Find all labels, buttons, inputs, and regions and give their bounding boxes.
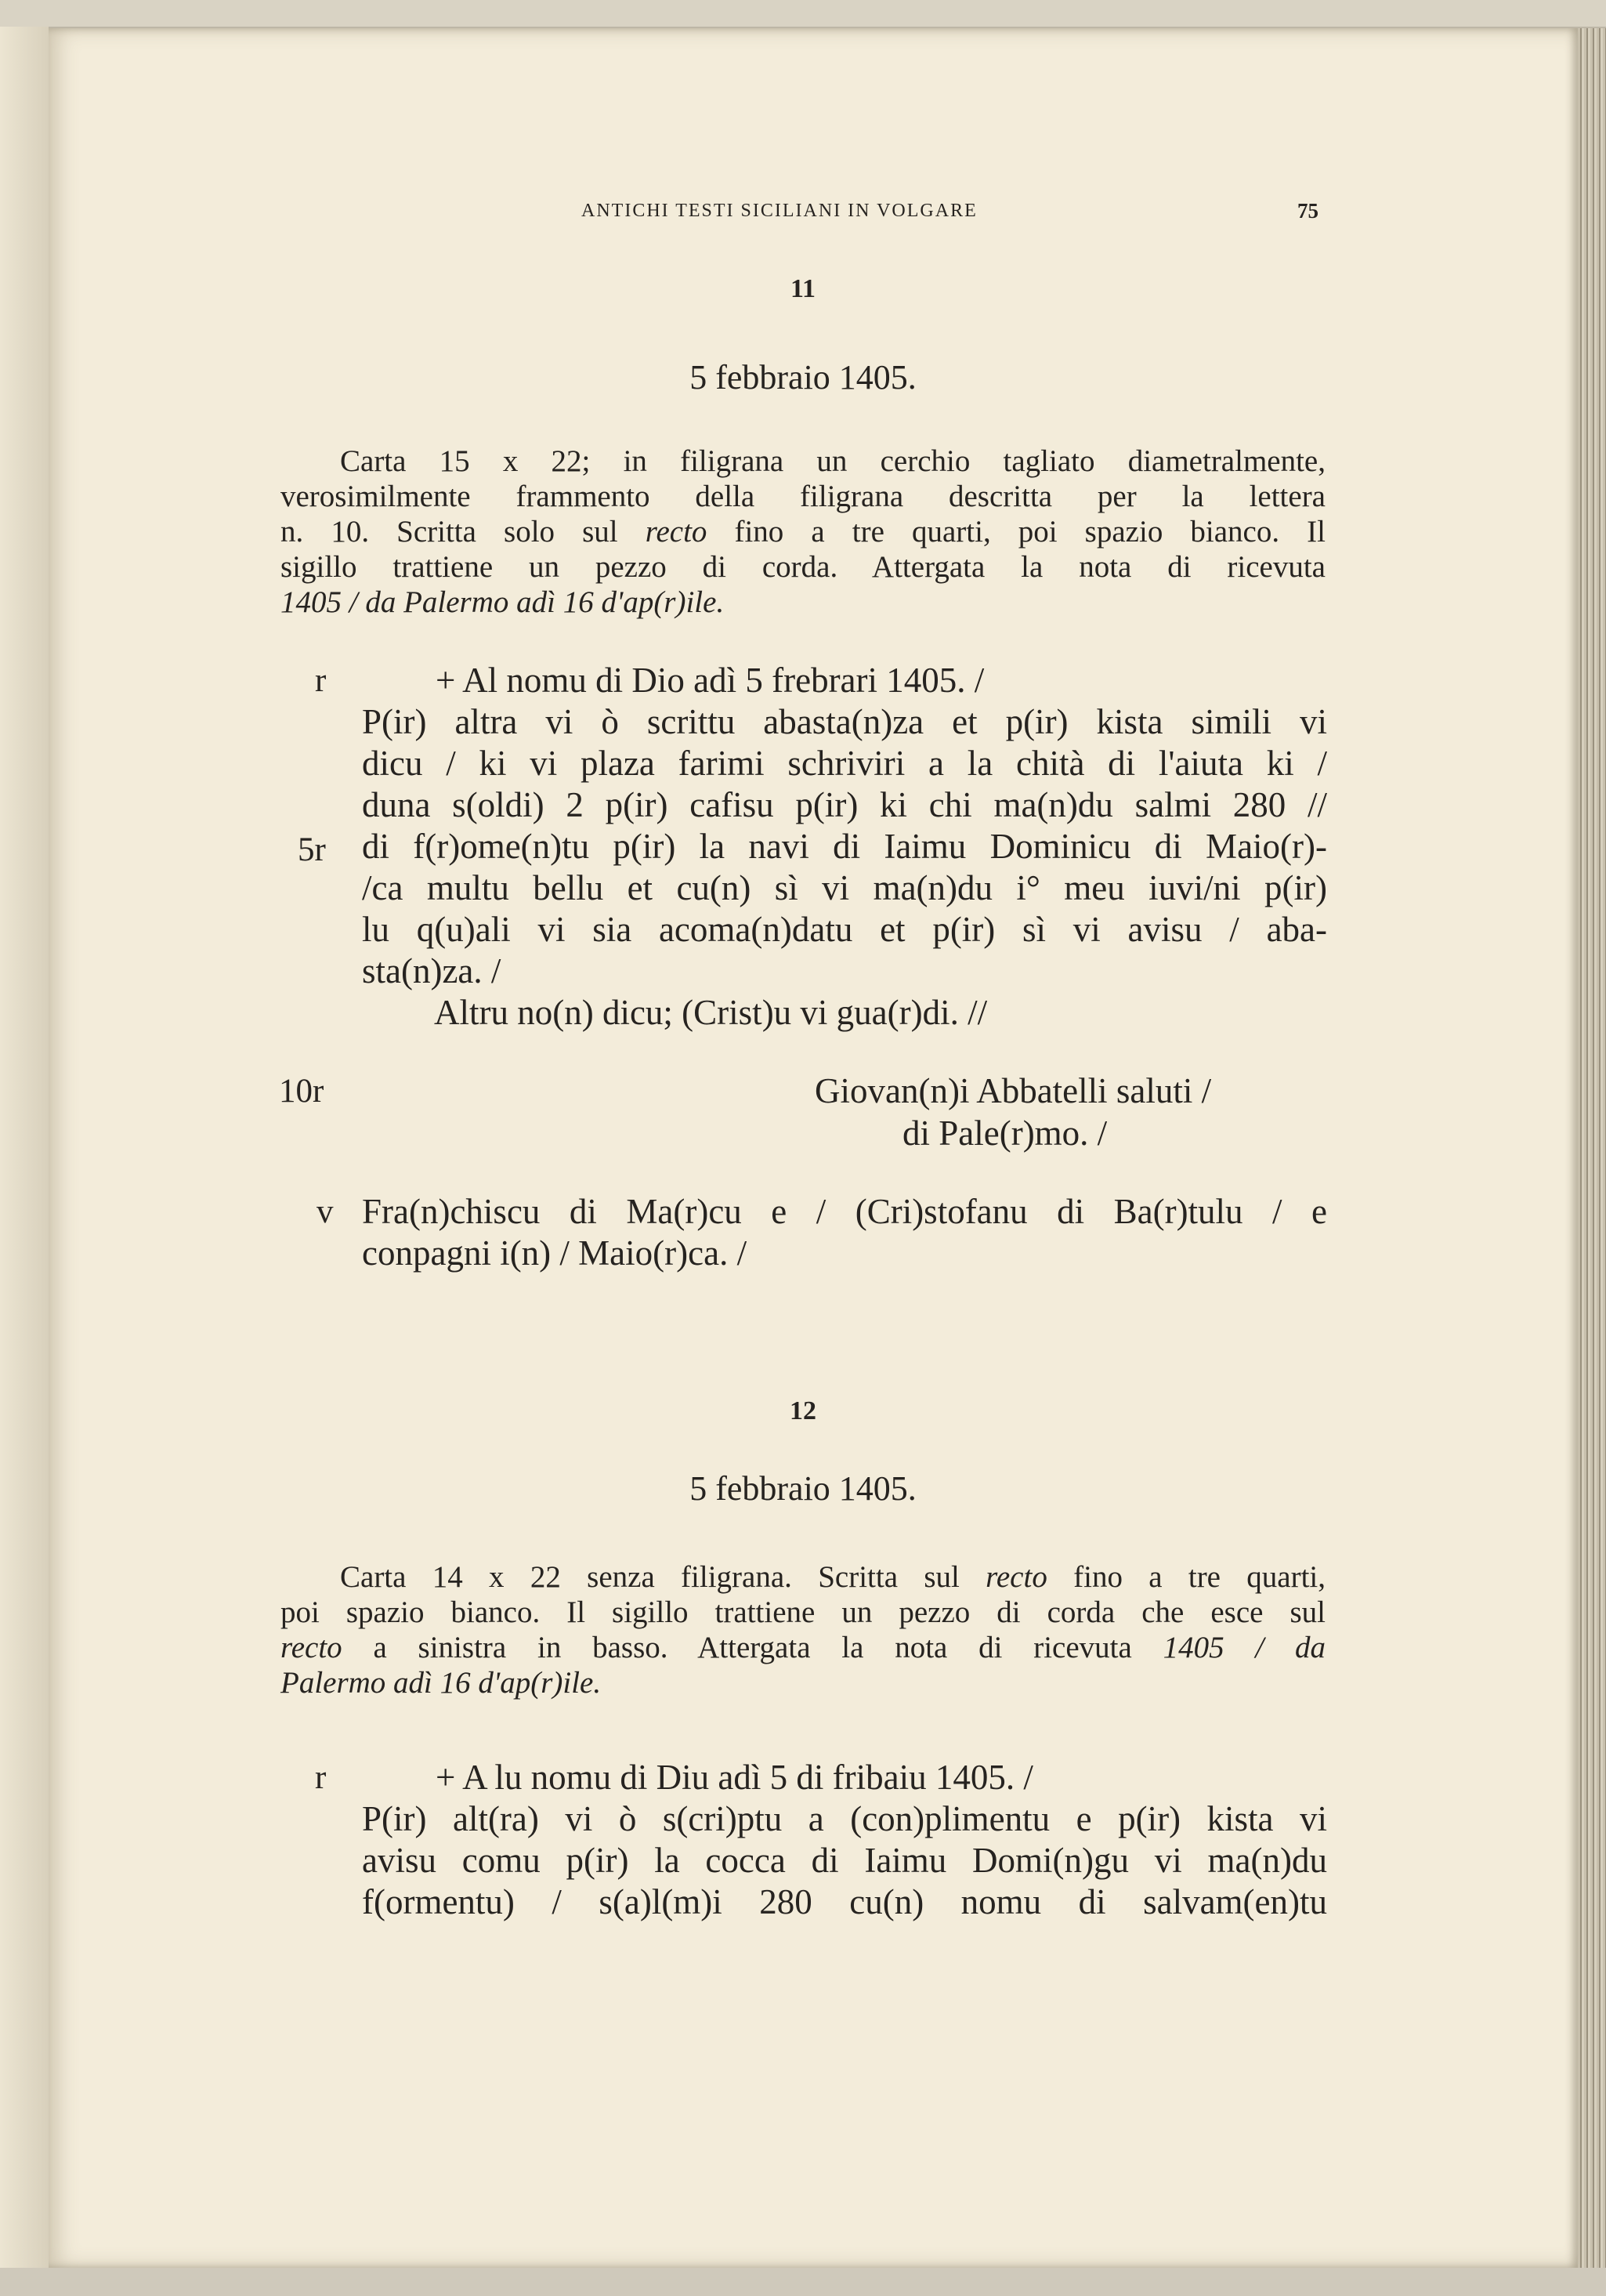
text-line: avisu comu p(ir) la cocca di Iaimu Domi(n)gu vi ma(n)du [362, 1841, 1327, 1880]
desc-line [280, 1665, 1326, 1700]
verso-line: conpagni i(n) / Maio(r)ca. / [362, 1233, 747, 1273]
doc-12-number: 12 [790, 1396, 816, 1425]
desc-italic-recto: recto [280, 1631, 342, 1664]
desc-line: Carta 15 x 22; in filigrana un cerchio tagliato diametralmente, [340, 444, 1326, 478]
doc-11-verso [362, 1191, 1327, 1274]
doc-11-signature-place: di Pale(r)mo. / [902, 1114, 1108, 1153]
text-line: + A lu nomu di Diu adì 5 di fribaiu 1405. / [436, 1758, 1033, 1797]
desc-line [280, 514, 1326, 549]
text-line: dicu / ki vi plaza farimi schriviri a la chità di l'aiuta ki / [362, 744, 1327, 783]
desc-italic-recto: recto [986, 1560, 1047, 1594]
text-line: P(ir) altra vi ò scrittu abasta(n)za et p(ir) kista simili vi [362, 702, 1327, 741]
running-head-title: ANTICHI TESTI SICILIANI IN VOLGARE [581, 201, 978, 221]
margin-verso: v [316, 1193, 334, 1230]
desc-line: verosimilmente frammento della filigrana descritta per la lettera [280, 480, 1326, 513]
doc-12-text [362, 1757, 1327, 1923]
desc-italic-note: 1405 / da [1163, 1631, 1326, 1664]
text-line: duna s(oldi) 2 p(ir) cafisu p(ir) ki chi ma(n)du salmi 280 // [362, 785, 1327, 824]
doc-11-description [280, 444, 1326, 620]
text-line: f(ormentu) / s(a)l(m)i 280 cu(n) nomu di salvam(en)tu [362, 1882, 1327, 1921]
desc-text: fino a tre quarti, [1047, 1560, 1326, 1594]
desc-text: n. 10. Scritta solo sul [280, 515, 646, 549]
doc-12-description [280, 1559, 1326, 1700]
margin-recto: r [315, 662, 327, 699]
desc-text: a sinistra in basso. Attergata la nota di ricevuta [342, 1631, 1163, 1664]
margin-line-5: 5r [298, 831, 326, 868]
text-line: /ca multu bellu et cu(n) sì vi ma(n)du i° meu iuvi/ni p(ir) [362, 868, 1327, 907]
text-line: di f(r)ome(n)tu p(ir) la navi di Iaimu Dominicu di Maio(r)- [362, 827, 1327, 866]
text-line: Altru no(n) dicu; (Crist)u vi gua(r)di. // [434, 993, 988, 1032]
text-line: lu q(u)ali vi sia acoma(n)datu et p(ir) sì vi avisu / aba- [362, 910, 1327, 949]
text-line: sta(n)za. / [362, 951, 501, 990]
desc-italic-note: Palermo adì 16 d'ap(r)ile. [280, 1666, 602, 1700]
running-head [0, 201, 1606, 229]
desc-text: fino a tre quarti, poi spazio bianco. Il [707, 515, 1326, 549]
doc-11-text [362, 660, 1327, 1034]
verso-line: Fra(n)chiscu di Ma(r)cu e / (Cri)stofanu di Ba(r)tulu / e [362, 1192, 1327, 1231]
desc-line [280, 1630, 1326, 1665]
margin-line-10: 10r [279, 1073, 324, 1110]
doc-11-date: 5 febbraio 1405. [689, 358, 917, 397]
page-number: 75 [1297, 199, 1318, 223]
desc-italic-note: 1405 / da Palermo adì 16 d'ap(r)ile. [280, 585, 725, 619]
text-line: P(ir) alt(ra) vi ò s(cri)ptu a (con)plimentu e p(ir) kista vi [362, 1799, 1327, 1838]
scan-top-edge [0, 0, 1606, 28]
desc-italic-recto: recto [645, 515, 707, 549]
desc-line [280, 585, 1326, 620]
text-line: + Al nomu di Dio adì 5 frebrari 1405. / [436, 661, 985, 700]
desc-line: poi spazio bianco. Il sigillo trattiene un pezzo di corda che esce sul [280, 1595, 1326, 1629]
scan-bottom-edge [0, 2268, 1606, 2296]
desc-text: Carta 14 x 22 senza filigrana. Scritta sul [340, 1560, 986, 1594]
doc-11-signature: Giovan(n)i Abbatelli saluti / [815, 1071, 1212, 1110]
desc-line [280, 1559, 1326, 1595]
margin-recto: r [315, 1759, 327, 1796]
doc-12-date: 5 febbraio 1405. [689, 1469, 917, 1508]
desc-line: sigillo trattiene un pezzo di corda. Attergata la nota di ricevuta [280, 550, 1326, 584]
doc-11-number: 11 [790, 274, 816, 303]
